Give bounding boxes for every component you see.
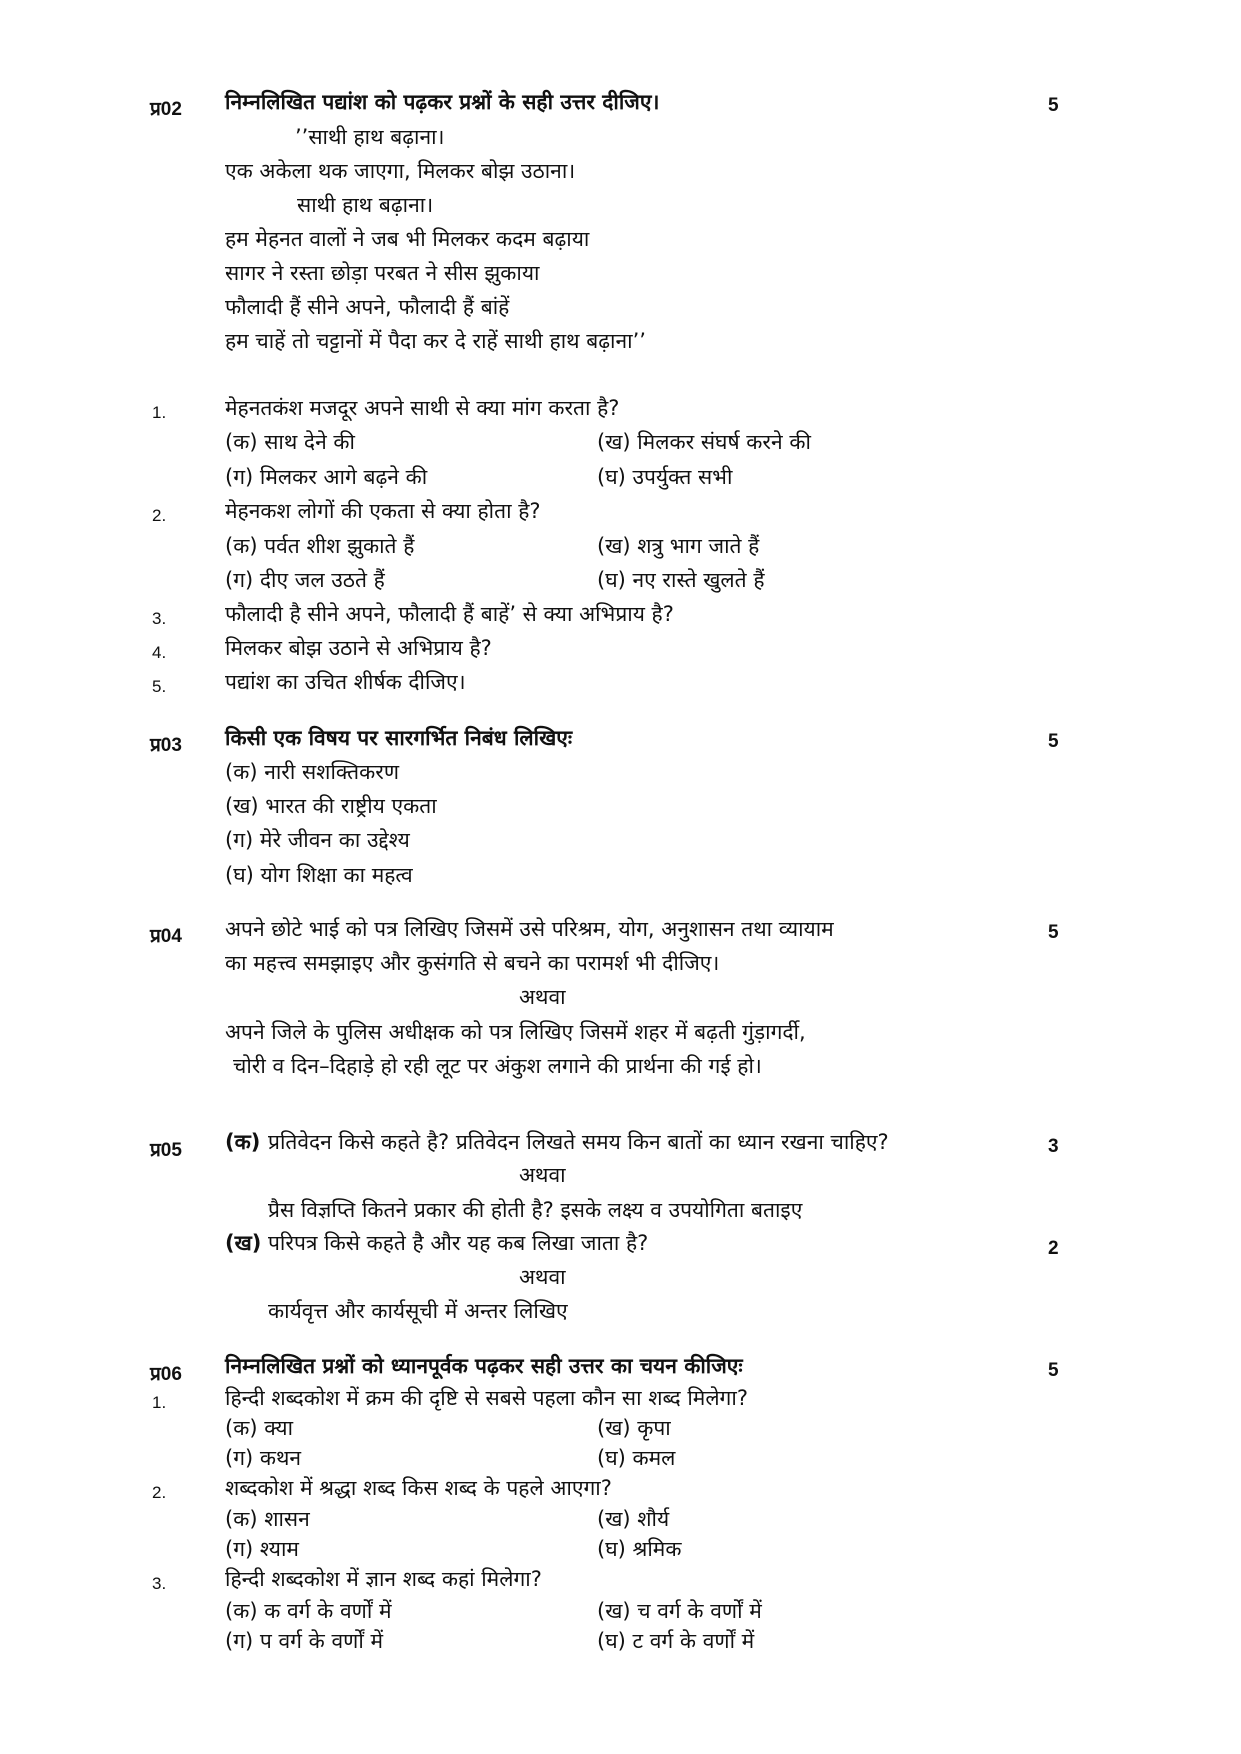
- q02-heading: निम्नलिखित पद्यांश को पढ़कर प्रश्नों के सही उत्तर दीजिए।: [225, 90, 660, 114]
- q02-label: प्र02: [150, 99, 182, 120]
- q05-part-b-alt: कार्यवृत्त और कार्यसूची में अन्तर लिखिए: [268, 1299, 568, 1323]
- question-number: 1.: [152, 403, 167, 422]
- poem-line: ’’साथी हाथ बढ़ाना।: [295, 125, 445, 149]
- or-separator: अथवा: [519, 1265, 566, 1289]
- q05-part-a-text: प्रतिवेदन किसे कहते है? प्रतिवेदन लिखते समय किन बातों का ध्यान रखना चाहिए?: [268, 1130, 889, 1154]
- poem-line: फौलादी हैं सीने अपने, फौलादी हैं बांहें: [225, 295, 510, 319]
- essay-topic: (ख) भारत की राष्ट्रीय एकता: [225, 794, 437, 818]
- option: (क) शासन: [225, 1507, 310, 1531]
- option: (ग) दीए जल उठते हैं: [225, 568, 385, 592]
- or-separator: अथवा: [519, 1163, 566, 1187]
- option: (क) क वर्ग के वर्णों में: [225, 1599, 392, 1623]
- poem-line: हम चाहें तो चट्टानों में पैदा कर दे राहें साथी हाथ बढ़ाना’’: [225, 329, 646, 353]
- letter-alt-line: चोरी व दिन–दिहाड़े हो रही लूट पर अंकुश लगाने की प्रार्थना की गई हो।: [233, 1054, 762, 1078]
- option: (ग) श्याम: [225, 1537, 299, 1561]
- question-text: हिन्दी शब्दकोश में ज्ञान शब्द कहां मिलेगा?: [225, 1567, 542, 1591]
- q06-marks: 5: [1048, 1360, 1059, 1381]
- question-number: 1.: [152, 1393, 167, 1412]
- q04-label: प्र04: [150, 926, 182, 947]
- option: (ख) च वर्ग के वर्णों में: [597, 1599, 762, 1623]
- poem-line: सागर ने रस्ता छोड़ा परबत ने सीस झुकाया: [225, 261, 540, 285]
- option: (ख) कृपा: [597, 1416, 671, 1440]
- poem-line: हम मेहनत वालों ने जब भी मिलकर कदम बढ़ाया: [225, 227, 590, 251]
- question-text: हिन्दी शब्दकोश में क्रम की दृष्टि से सबसे पहला कौन सा शब्द मिलेगा?: [225, 1386, 748, 1410]
- option: (ग) कथन: [225, 1446, 302, 1470]
- q05-part-b-marks: 2: [1048, 1238, 1059, 1259]
- question-number: 3.: [152, 609, 167, 628]
- option: (घ) ट वर्ग के वर्णों में: [597, 1629, 755, 1653]
- q05-part-a-marks: 3: [1048, 1136, 1059, 1157]
- question-number: 5.: [152, 677, 167, 696]
- option: (ख) शत्रु भाग जाते हैं: [597, 534, 760, 558]
- q05-part-a-alt: प्रैस विज्ञप्ति कितने प्रकार की होती है? इसके लक्ष्य व उपयोगिता बताइए: [268, 1198, 803, 1222]
- poem-line: एक अकेला थक जाएगा, मिलकर बोझ उठाना।: [225, 159, 576, 183]
- question-number: 4.: [152, 643, 167, 662]
- letter-prompt-line: अपने छोटे भाई को पत्र लिखिए जिसमें उसे परिश्रम, योग, अनुशासन तथा व्यायाम: [225, 917, 834, 941]
- question-text: मेहनकश लोगों की एकता से क्या होता है?: [225, 499, 541, 523]
- q06-heading: निम्नलिखित प्रश्नों को ध्यानपूर्वक पढ़कर सही उत्तर का चयन कीजिएः: [225, 1354, 743, 1378]
- q03-label: प्र03: [150, 735, 182, 756]
- q05-label: प्र05: [150, 1140, 182, 1161]
- option: (ख) मिलकर संघर्ष करने की: [597, 430, 811, 454]
- option: (क) पर्वत शीश झुकाते हैं: [225, 534, 415, 558]
- q03-marks: 5: [1048, 731, 1059, 752]
- option: (ख) शौर्य: [597, 1507, 670, 1531]
- question-text: फौलादी है सीने अपने, फौलादी हैं बाहें’ से क्या अभिप्राय है?: [225, 602, 674, 626]
- essay-topic: (घ) योग शिक्षा का महत्व: [225, 863, 413, 887]
- option: (घ) श्रमिक: [597, 1537, 682, 1561]
- question-text: पद्यांश का उचित शीर्षक दीजिए।: [225, 670, 466, 694]
- option: (ग) प वर्ग के वर्णों में: [225, 1629, 383, 1653]
- question-text: मिलकर बोझ उठाने से अभिप्राय है?: [225, 636, 492, 660]
- q02-marks: 5: [1048, 95, 1059, 116]
- q05-part-b-tag: (ख): [225, 1231, 262, 1255]
- option: (क) क्या: [225, 1416, 294, 1440]
- q05-part-a-tag: (क): [225, 1130, 261, 1154]
- question-number: 2.: [152, 506, 167, 525]
- letter-alt-line: अपने जिले के पुलिस अधीक्षक को पत्र लिखिए जिसमें शहर में बढ़ती गुंड़ागर्दी,: [225, 1020, 806, 1044]
- essay-topic: (क) नारी सशक्तिकरण: [225, 760, 400, 784]
- option: (घ) उपर्युक्त सभी: [597, 465, 733, 489]
- q06-label: प्र06: [150, 1364, 182, 1385]
- poem-line: साथी हाथ बढ़ाना।: [297, 193, 434, 217]
- question-text: मेहनतकंश मजदूर अपने साथी से क्या मांग करता है?: [225, 396, 620, 420]
- or-separator: अथवा: [519, 985, 566, 1009]
- question-number: 3.: [152, 1574, 167, 1593]
- q05-part-b-text: परिपत्र किसे कहते है और यह कब लिखा जाता है?: [268, 1231, 649, 1255]
- essay-topic: (ग) मेरे जीवन का उद्देश्य: [225, 828, 410, 852]
- option: (क) साथ देने की: [225, 430, 355, 454]
- option: (घ) कमल: [597, 1446, 676, 1470]
- q04-marks: 5: [1048, 922, 1059, 943]
- question-text: शब्दकोश में श्रद्धा शब्द किस शब्द के पहले आएगा?: [225, 1476, 612, 1500]
- option: (घ) नए रास्ते खुलते हैं: [597, 568, 765, 592]
- q03-heading: किसी एक विषय पर सारगर्भित निबंध लिखिएः: [225, 726, 573, 750]
- option: (ग) मिलकर आगे बढ़ने की: [225, 465, 428, 489]
- question-number: 2.: [152, 1483, 167, 1502]
- letter-prompt-line: का महत्त्व समझाइए और कुसंगति से बचने का परामर्श भी दीजिए।: [225, 951, 720, 975]
